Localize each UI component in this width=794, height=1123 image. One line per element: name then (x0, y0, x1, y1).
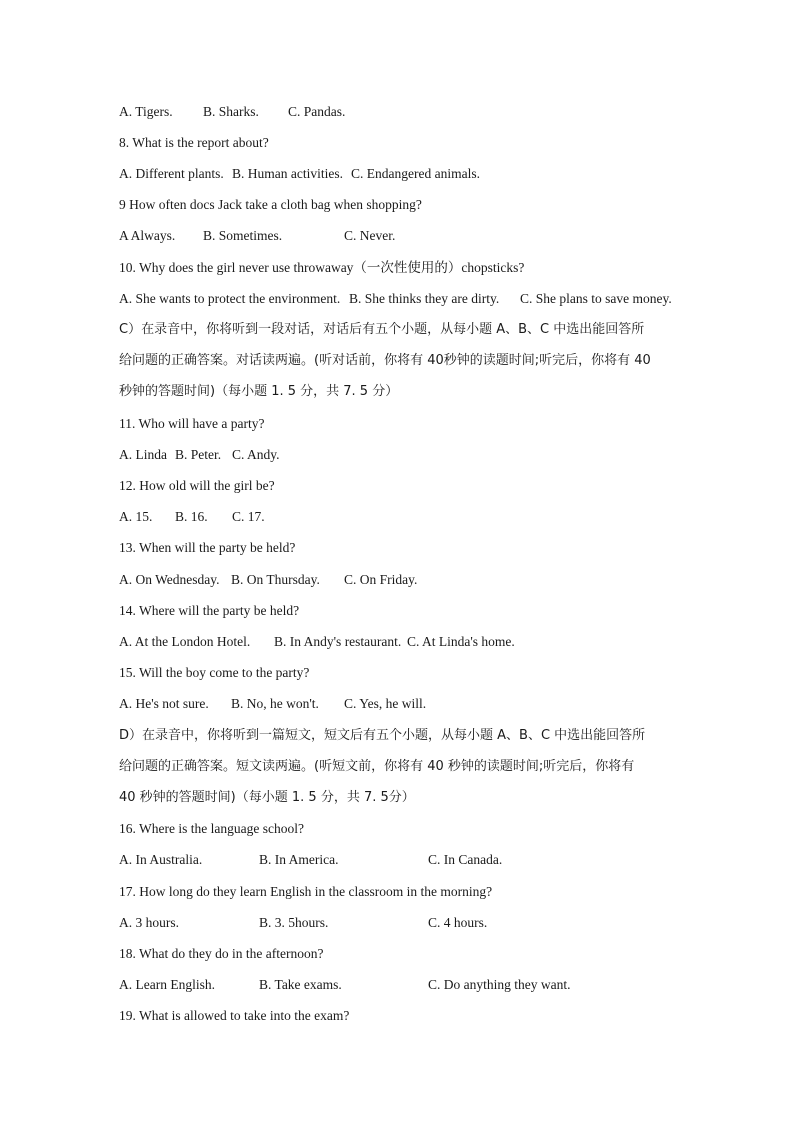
option-c: C. On Friday. (344, 572, 418, 587)
question-line: 9 How often docs Jack take a cloth bag when shopping? (119, 197, 422, 212)
section-c-instructions-line-2: 给问题的正确答案。对话读两遍。(听对话前，你将有 40秒钟的读题时间;听完后，你将有 40 (119, 353, 651, 368)
section-c-instructions-line-3: 秒钟的答题时间)（每小题 1. 5 分，共 7. 5 分） (119, 384, 399, 399)
option-a: A. At the London Hotel. (119, 634, 251, 649)
option-a: A. Tigers. (119, 104, 173, 119)
option-b: B. No, he won't. (231, 696, 319, 711)
options-line (119, 695, 679, 713)
question-line: 12. How old will the girl be? (119, 478, 275, 493)
option-a: A. In Australia. (119, 852, 203, 867)
question-line: 10. Why does the girl never use throwaway（一次性使用的）chopsticks? (119, 260, 525, 275)
option-b: B. Peter. (175, 447, 222, 462)
question-line: 17. How long do they learn English in the classroom in the morning? (119, 884, 493, 899)
options-line (119, 227, 679, 245)
option-a: A. Linda (119, 447, 167, 462)
option-b: B. 16. (175, 509, 208, 524)
option-c: C. Endangered animals. (351, 166, 480, 181)
question-line: 11. Who will have a party? (119, 416, 265, 431)
options-line (119, 103, 679, 121)
option-b: B. Sometimes. (203, 228, 283, 243)
option-a: A. Learn English. (119, 977, 215, 992)
question-line: 13. When will the party be held? (119, 540, 296, 555)
option-c: C. In Canada. (428, 852, 503, 867)
option-a: A. She wants to protect the environment. (119, 291, 341, 306)
option-c: C. Andy. (232, 447, 280, 462)
option-c: C. Do anything they want. (428, 977, 571, 992)
section-d-instructions-line-3: 40 秒钟的答题时间)（每小题 1. 5 分，共 7. 5分） (119, 790, 415, 805)
option-a: A. 15. (119, 509, 153, 524)
section-d-instructions-line-1: D）在录音中，你将听到一篇短文，短文后有五个小题，从每小题 A、B、C 中选出能回答所 (119, 728, 646, 743)
section-c-instructions-line-1: C）在录音中，你将听到一段对话，对话后有五个小题，从每小题 A、B、C 中选出能回答所 (119, 322, 645, 337)
option-b: B. Sharks. (203, 104, 259, 119)
option-c: C. She plans to save money. (520, 291, 672, 306)
options-line (119, 976, 679, 994)
option-b: B. Take exams. (259, 977, 342, 992)
options-line (119, 165, 679, 183)
option-b: B. She thinks they are dirty. (349, 291, 500, 306)
options-line (119, 633, 679, 651)
option-c: C. Yes, he will. (344, 696, 427, 711)
options-line (119, 914, 679, 932)
option-a: A. On Wednesday. (119, 572, 220, 587)
question-line: 14. Where will the party be held? (119, 603, 300, 618)
option-a: A. He's not sure. (119, 696, 209, 711)
option-a: A. 3 hours. (119, 915, 179, 930)
question-line: 19. What is allowed to take into the exam? (119, 1008, 350, 1023)
question-line: 16. Where is the language school? (119, 821, 304, 836)
option-c: C. 4 hours. (428, 915, 488, 930)
question-line: 18. What do they do in the afternoon? (119, 946, 324, 961)
options-line (119, 571, 679, 589)
question-line: 15. Will the boy come to the party? (119, 665, 310, 680)
option-c: C. Pandas. (288, 104, 346, 119)
options-line (119, 290, 679, 308)
options-line (119, 508, 679, 526)
option-c: C. 17. (232, 509, 265, 524)
option-b: B. 3. 5hours. (259, 915, 329, 930)
section-d-instructions-line-2: 给问题的正确答案。短文读两遍。(听短文前，你将有 40 秒钟的读题时间;听完后，你将有 (119, 759, 635, 774)
option-a: A. Different plants. (119, 166, 224, 181)
options-line (119, 851, 679, 869)
options-line (119, 446, 679, 464)
option-c: C. At Linda's home. (407, 634, 515, 649)
option-b: B. On Thursday. (231, 572, 320, 587)
option-b: B. In America. (259, 852, 339, 867)
question-line: 8. What is the report about? (119, 135, 269, 150)
option-c: C. Never. (344, 228, 396, 243)
option-a: A Always. (119, 228, 176, 243)
option-b: B. Human activities. (232, 166, 343, 181)
option-b: B. In Andy's restaurant. (274, 634, 402, 649)
